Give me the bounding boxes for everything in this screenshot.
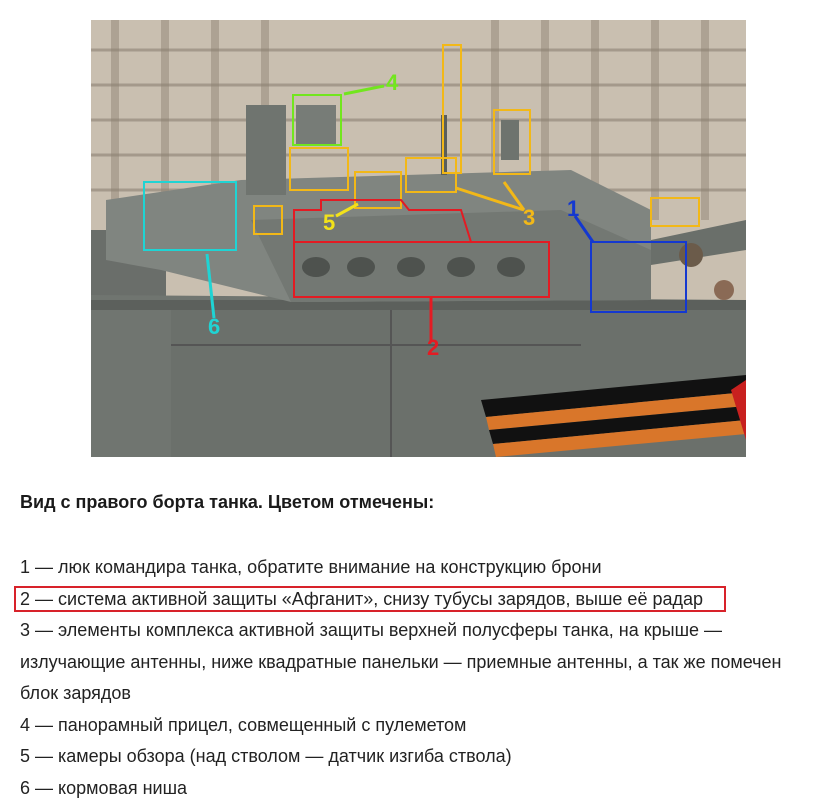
legend-item-3-cont: излучающие антенны, ниже квадратные панельки — приемные антенны, а так же помечен <box>20 651 782 672</box>
legend-item-3: 3 — элементы комплекса активной защиты верхней полусферы танка, на крыше — <box>20 620 723 640</box>
tank-illustration <box>91 20 746 457</box>
legend-item-3-cont2: блок зарядов <box>20 683 131 703</box>
legend-item-2: 2 — система активной защиты «Афганит», снизу тубусы зарядов, выше её радар <box>20 588 703 609</box>
marker-1-label: 1 <box>567 196 580 221</box>
tank-photo <box>91 20 746 457</box>
legend-list <box>20 552 820 804</box>
marker-3-label: 3 <box>523 205 536 230</box>
legend-item-6: 6 — кормовая ниша <box>20 777 188 798</box>
legend-item-5: 5 — камеры обзора (над стволом — датчик изгиба ствола) <box>20 746 512 766</box>
legend-item-1: 1 — люк командира танка, обратите внимание на конструкцию брони <box>20 557 602 577</box>
marker-2-label: 2 <box>427 335 440 360</box>
marker-5-label: 5 <box>323 210 336 235</box>
caption-heading: Вид с правого борта танка. Цветом отмечены: <box>20 492 435 512</box>
legend-item-4: 4 — панорамный прицел, совмещенный с пулеметом <box>20 714 467 735</box>
marker-4-label: 4 <box>386 70 399 95</box>
marker-6-label: 6 <box>208 314 221 339</box>
